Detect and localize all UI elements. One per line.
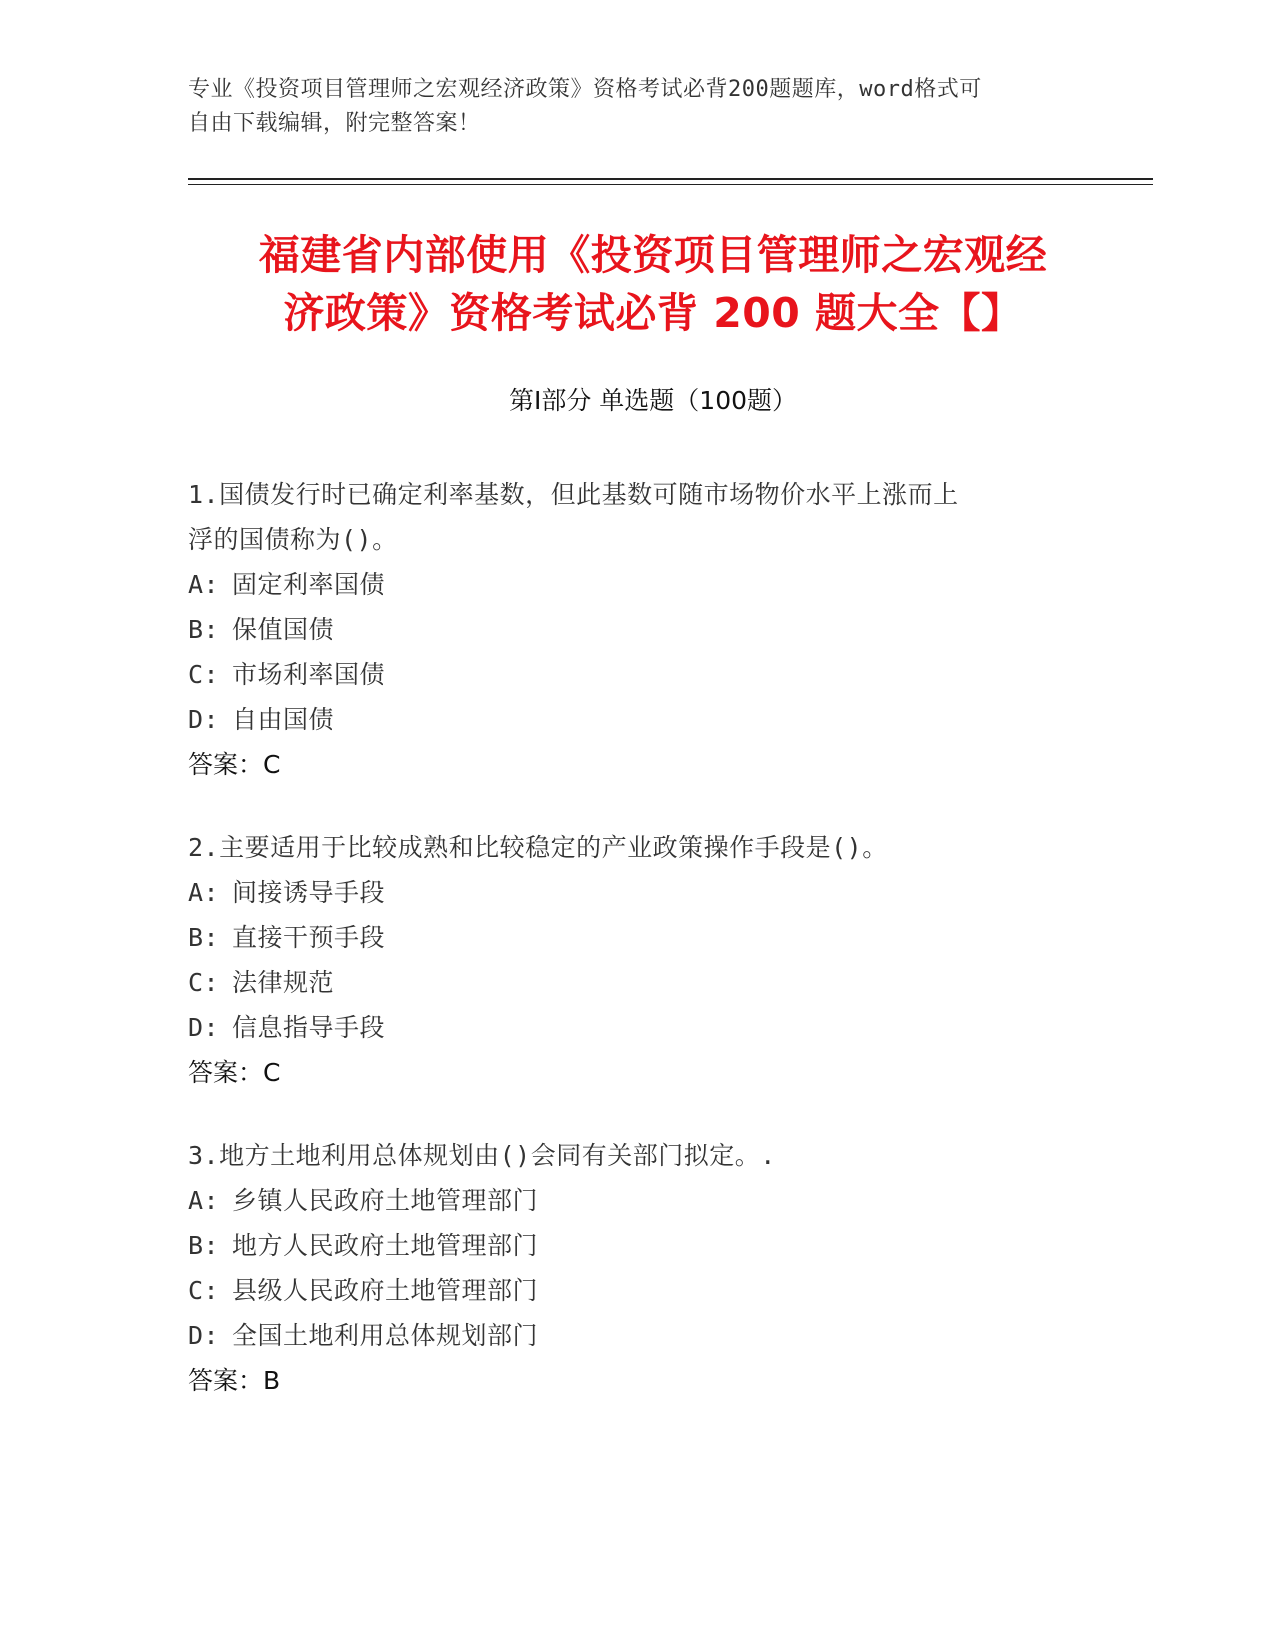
question-3 <box>188 1133 1068 1403</box>
option-letter: D: <box>188 705 220 734</box>
option-text: 保值国债 <box>232 615 335 644</box>
option-letter: C: <box>188 968 220 997</box>
option-c <box>188 1268 1068 1313</box>
answer-line: 答案：C <box>188 750 281 779</box>
option-text: 县级人民政府土地管理部门 <box>232 1276 539 1305</box>
option-letter: A: <box>188 1186 220 1215</box>
question-stem-continued: 浮的国债称为()。 <box>188 525 398 554</box>
option-d <box>188 1313 1068 1358</box>
option-a <box>188 870 1068 915</box>
question-1 <box>188 472 1068 787</box>
option-d <box>188 697 1068 742</box>
option-text: 间接诱导手段 <box>232 878 386 907</box>
document-title <box>188 226 1118 342</box>
option-text: 乡镇人民政府土地管理部门 <box>232 1186 539 1215</box>
header-note-line-2: 自由下载编辑，附完整答案！ <box>188 111 481 136</box>
option-letter: B: <box>188 923 220 952</box>
question-2 <box>188 825 1068 1095</box>
option-b <box>188 915 1068 960</box>
option-letter: D: <box>188 1321 220 1350</box>
header-note-line-1: 专业《投资项目管理师之宏观经济政策》资格考试必背200题题库，word格式可 <box>188 77 982 102</box>
option-c <box>188 652 1068 697</box>
option-letter: D: <box>188 1013 220 1042</box>
option-text: 法律规范 <box>232 968 335 997</box>
section-title: 第Ⅰ部分 单选题（100题） <box>508 386 798 415</box>
answer-line: 答案：C <box>188 1058 281 1087</box>
option-a <box>188 1178 1068 1223</box>
option-letter: B: <box>188 615 220 644</box>
answer-line: 答案：B <box>188 1366 281 1395</box>
header-divider-thick <box>188 178 1153 180</box>
option-text: 信息指导手段 <box>232 1013 386 1042</box>
option-text: 全国土地利用总体规划部门 <box>232 1321 539 1350</box>
option-text: 直接干预手段 <box>232 923 386 952</box>
option-letter: C: <box>188 660 220 689</box>
option-letter: A: <box>188 570 220 599</box>
document-title-line-2: 济政策》资格考试必背 200 题大全【】 <box>283 289 1023 337</box>
header-divider-thin <box>188 184 1153 185</box>
option-letter: C: <box>188 1276 220 1305</box>
document-title-line-1: 福建省内部使用《投资项目管理师之宏观经 <box>258 231 1048 279</box>
question-list <box>188 472 1068 1441</box>
option-a <box>188 562 1068 607</box>
option-letter: B: <box>188 1231 220 1260</box>
option-text: 市场利率国债 <box>232 660 386 689</box>
option-d <box>188 1005 1068 1050</box>
option-b <box>188 1223 1068 1268</box>
option-text: 自由国债 <box>232 705 335 734</box>
question-stem: 1.国债发行时已确定利率基数，但此基数可随市场物价水平上涨而上 <box>188 480 959 509</box>
option-text: 固定利率国债 <box>232 570 386 599</box>
option-b <box>188 607 1068 652</box>
option-letter: A: <box>188 878 220 907</box>
header-note <box>188 73 1068 141</box>
question-stem: 3.地方土地利用总体规划由()会同有关部门拟定。. <box>188 1141 776 1170</box>
option-c <box>188 960 1068 1005</box>
option-text: 地方人民政府土地管理部门 <box>232 1231 539 1260</box>
question-stem: 2.主要适用于比较成熟和比较稳定的产业政策操作手段是()。 <box>188 833 888 862</box>
